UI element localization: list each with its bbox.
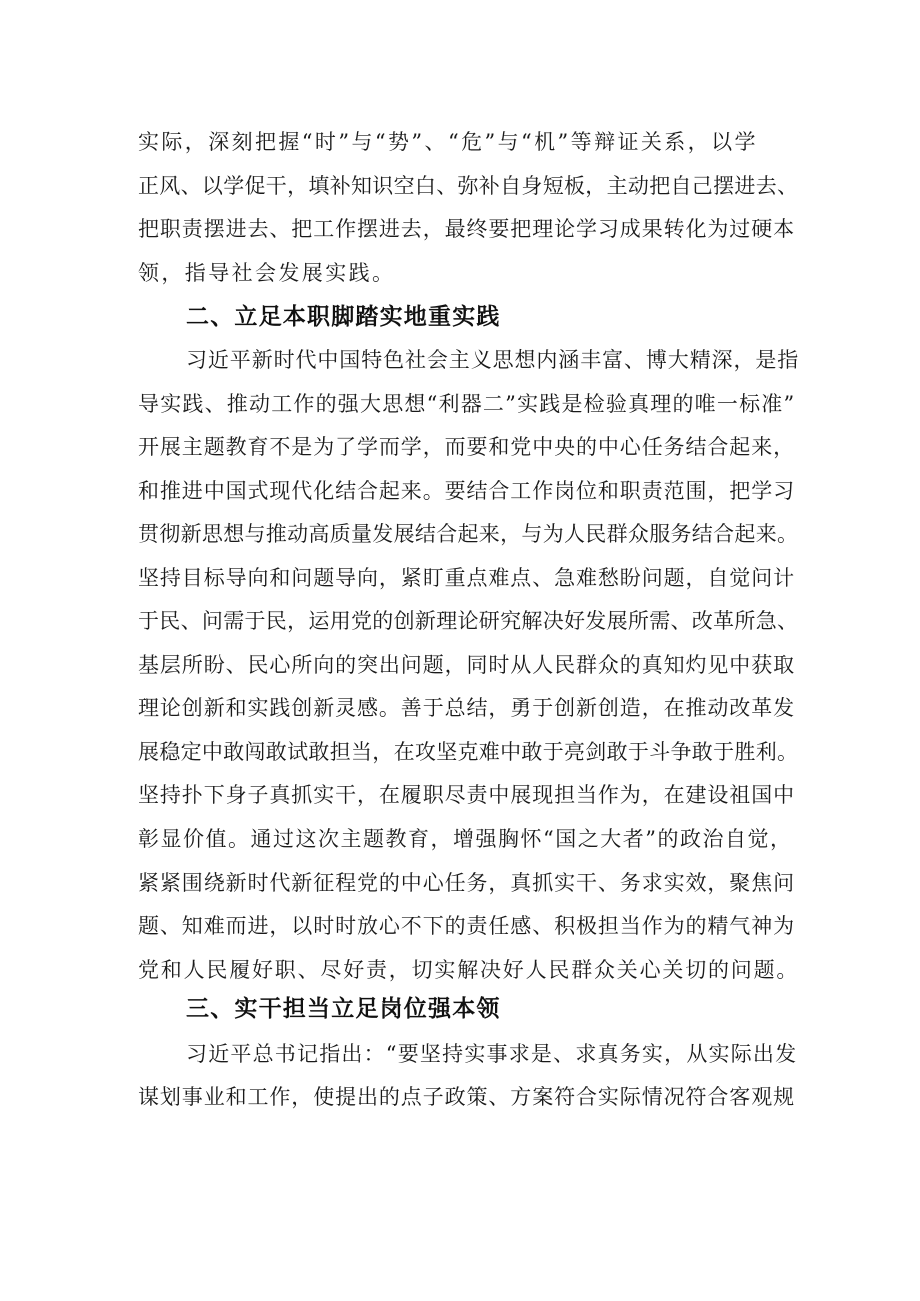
paragraph-line: 实际，深刻把握“时”与“势”、“危”与“机”等辩证关系，以学: [138, 130, 758, 154]
paragraph-line: 于民、问需于民，运用党的创新理论研究解决好发展所需、改革所急、: [138, 609, 799, 633]
paragraph-line: 展稳定中敢闯敢试敢担当，在攻坚克难中敢于亮剑敢于斗争敢于胜利。: [138, 740, 799, 764]
paragraph-line: 开展主题教育不是为了学而学，而要和党中央的中心任务结合起来，: [138, 435, 795, 459]
paragraph-line: 导实践、推动工作的强大思想“利器二”实践是检验真理的唯一标准”: [138, 392, 796, 416]
paragraph-line: 习近平总书记指出：“要坚持实事求是、求真务实，从实际出发: [186, 1042, 798, 1066]
paragraph-line: 坚持扑下身子真抓实干，在履职尽责中展现担当作为，在建设祖国中: [138, 783, 795, 807]
paragraph-line: 贯彻新思想与推动高质量发展结合起来，与为人民群众服务结合起来。: [138, 522, 799, 546]
paragraph-line: 习近平新时代中国特色社会主义思想内涵丰富、博大精深，是指: [186, 348, 800, 372]
paragraph-line: 和推进中国式现代化结合起来。要结合工作岗位和职责范围，把学习: [138, 479, 795, 503]
paragraph-line: 理论创新和实践创新灵感。善于总结，勇于创新创造，在推动改革发: [138, 696, 795, 720]
paragraph-line: 把职责摆进去、把工作摆进去，最终要把理论学习成果转化为过硬本: [138, 217, 795, 241]
paragraph-line: 基层所盼、民心所向的突出问题，同时从人民群众的真知灼见中获取: [138, 653, 795, 677]
paragraph-line: 正风、以学促干，填补知识空白、弥补自身短板，主动把自己摆进去、: [138, 174, 799, 198]
paragraph-line: 紧紧围绕新时代新征程党的中心任务，真抓实干、务求实效，聚焦问: [138, 871, 795, 895]
paragraph-line: 领，指导社会发展实践。: [138, 261, 396, 285]
paragraph-line: 彰显价值。通过这次主题教育，增强胸怀“国之大者”的政治自觉，: [138, 827, 793, 851]
paragraph-line: 谋划事业和工作，使提出的点子政策、方案符合实际情况符合客观规: [138, 1085, 795, 1109]
paragraph-line: 党和人民履好职、尽好责，切实解决好人民群众关心关切的问题。: [138, 958, 800, 982]
section-heading-3: 三、实干担当立足岗位强本领: [186, 996, 501, 1022]
section-heading-2: 二、立足本职脚踏实地重实践: [186, 304, 501, 330]
paragraph-line: 题、知难而进，以时时放心不下的责任感、积极担当作为的精气神为: [138, 914, 795, 938]
paragraph-line: 坚持目标导向和问题导向，紧盯重点难点、急难愁盼问题，自觉问计: [138, 566, 795, 590]
